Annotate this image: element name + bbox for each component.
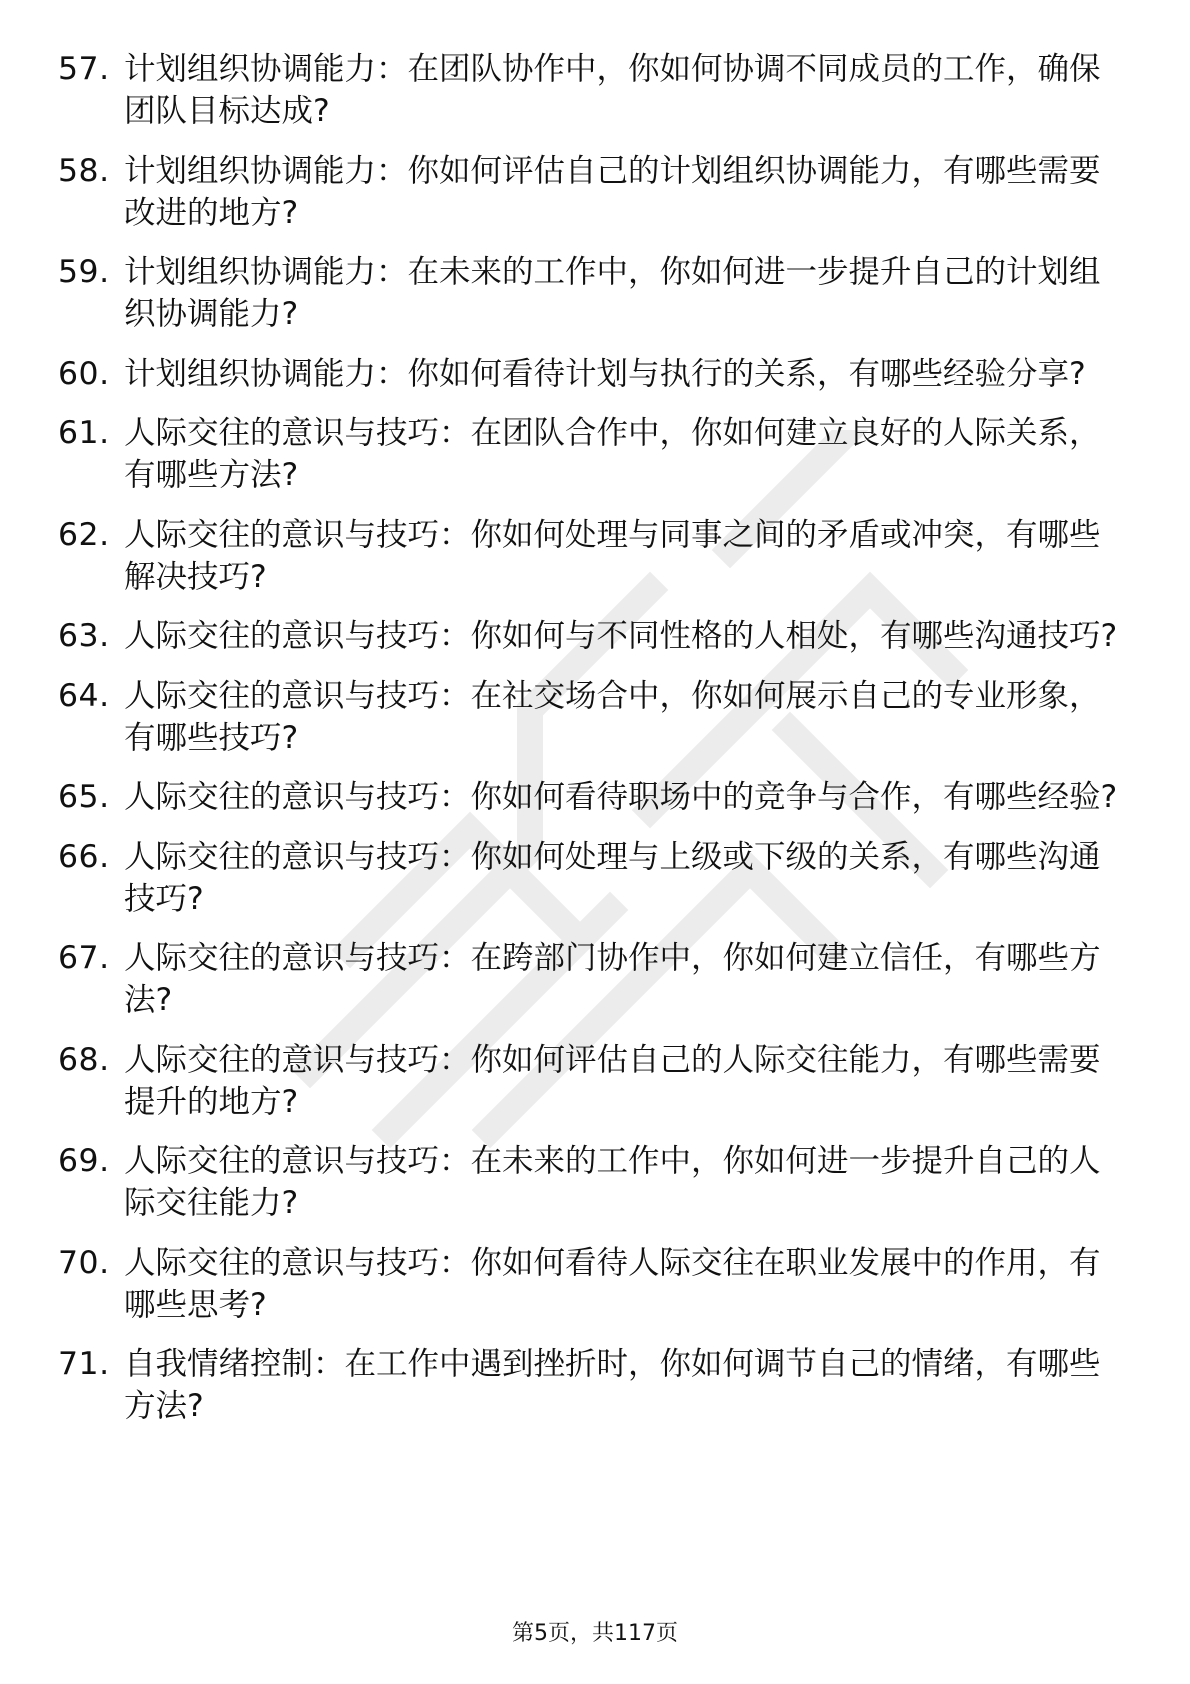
- question-number: 59.: [58, 254, 110, 290]
- list-item: [58, 48, 1128, 132]
- question-text: 计划组织协调能力：你如何评估自己的计划组织协调能力，有哪些需要改进的地方?: [124, 152, 1101, 231]
- list-item: [58, 937, 1128, 1021]
- question-text: 人际交往的意识与技巧：你如何看待职场中的竞争与合作，有哪些经验?: [124, 779, 1118, 815]
- list-item: [58, 776, 1128, 818]
- question-number: 64.: [58, 677, 110, 714]
- question-number: 60.: [58, 355, 110, 392]
- question-text: 人际交往的意识与技巧：在团队合作中，你如何建立良好的人际关系，有哪些方法?: [124, 415, 1101, 493]
- question-number: 66.: [58, 838, 110, 875]
- question-text: 人际交往的意识与技巧：你如何处理与同事之间的矛盾或冲突，有哪些解决技巧?: [124, 516, 1101, 595]
- list-item: [58, 615, 1128, 657]
- list-item: [58, 150, 1128, 234]
- list-item: [58, 1140, 1128, 1224]
- list-item: [58, 675, 1128, 759]
- question-number: 70.: [58, 1244, 110, 1281]
- list-item: [58, 412, 1128, 496]
- question-number: 63.: [58, 618, 110, 654]
- question-number: 68.: [58, 1041, 110, 1078]
- list-item: [58, 1343, 1128, 1427]
- question-number: 62.: [58, 516, 110, 553]
- list-item: [58, 353, 1128, 395]
- question-number: 58.: [58, 152, 110, 189]
- question-text: 人际交往的意识与技巧：在未来的工作中，你如何进一步提升自己的人际交往能力?: [124, 1143, 1101, 1221]
- question-number: 57.: [58, 51, 110, 87]
- list-item: [58, 514, 1128, 598]
- question-list: [58, 48, 1128, 1445]
- question-number: 61.: [58, 415, 110, 451]
- question-text: 计划组织协调能力：在未来的工作中，你如何进一步提升自己的计划组织协调能力?: [124, 254, 1101, 332]
- question-number: 65.: [58, 779, 110, 815]
- question-text: 人际交往的意识与技巧：你如何与不同性格的人相处，有哪些沟通技巧?: [124, 618, 1118, 654]
- question-text: 人际交往的意识与技巧：你如何处理与上级或下级的关系，有哪些沟通技巧?: [124, 838, 1101, 917]
- question-text: 计划组织协调能力：在团队协作中，你如何协调不同成员的工作，确保团队目标达成?: [124, 51, 1101, 129]
- list-item: [58, 1039, 1128, 1123]
- list-item: [58, 1242, 1128, 1326]
- question-text: 自我情绪控制：在工作中遇到挫折时，你如何调节自己的情绪，有哪些方法?: [124, 1346, 1101, 1424]
- question-text: 人际交往的意识与技巧：在社交场合中，你如何展示自己的专业形象，有哪些技巧?: [124, 677, 1101, 756]
- question-number: 67.: [58, 940, 110, 976]
- list-item: [58, 251, 1128, 335]
- question-text: 人际交往的意识与技巧：在跨部门协作中，你如何建立信任，有哪些方法?: [124, 940, 1101, 1018]
- list-item: [58, 836, 1128, 920]
- question-text: 人际交往的意识与技巧：你如何看待人际交往在职业发展中的作用，有哪些思考?: [124, 1244, 1101, 1323]
- question-text: 计划组织协调能力：你如何看待计划与执行的关系，有哪些经验分享?: [124, 355, 1086, 392]
- question-number: 71.: [58, 1346, 110, 1382]
- question-text: 人际交往的意识与技巧：你如何评估自己的人际交往能力，有哪些需要提升的地方?: [124, 1041, 1101, 1120]
- question-number: 69.: [58, 1143, 110, 1179]
- page-footer: 第5页，共117页: [512, 1621, 678, 1646]
